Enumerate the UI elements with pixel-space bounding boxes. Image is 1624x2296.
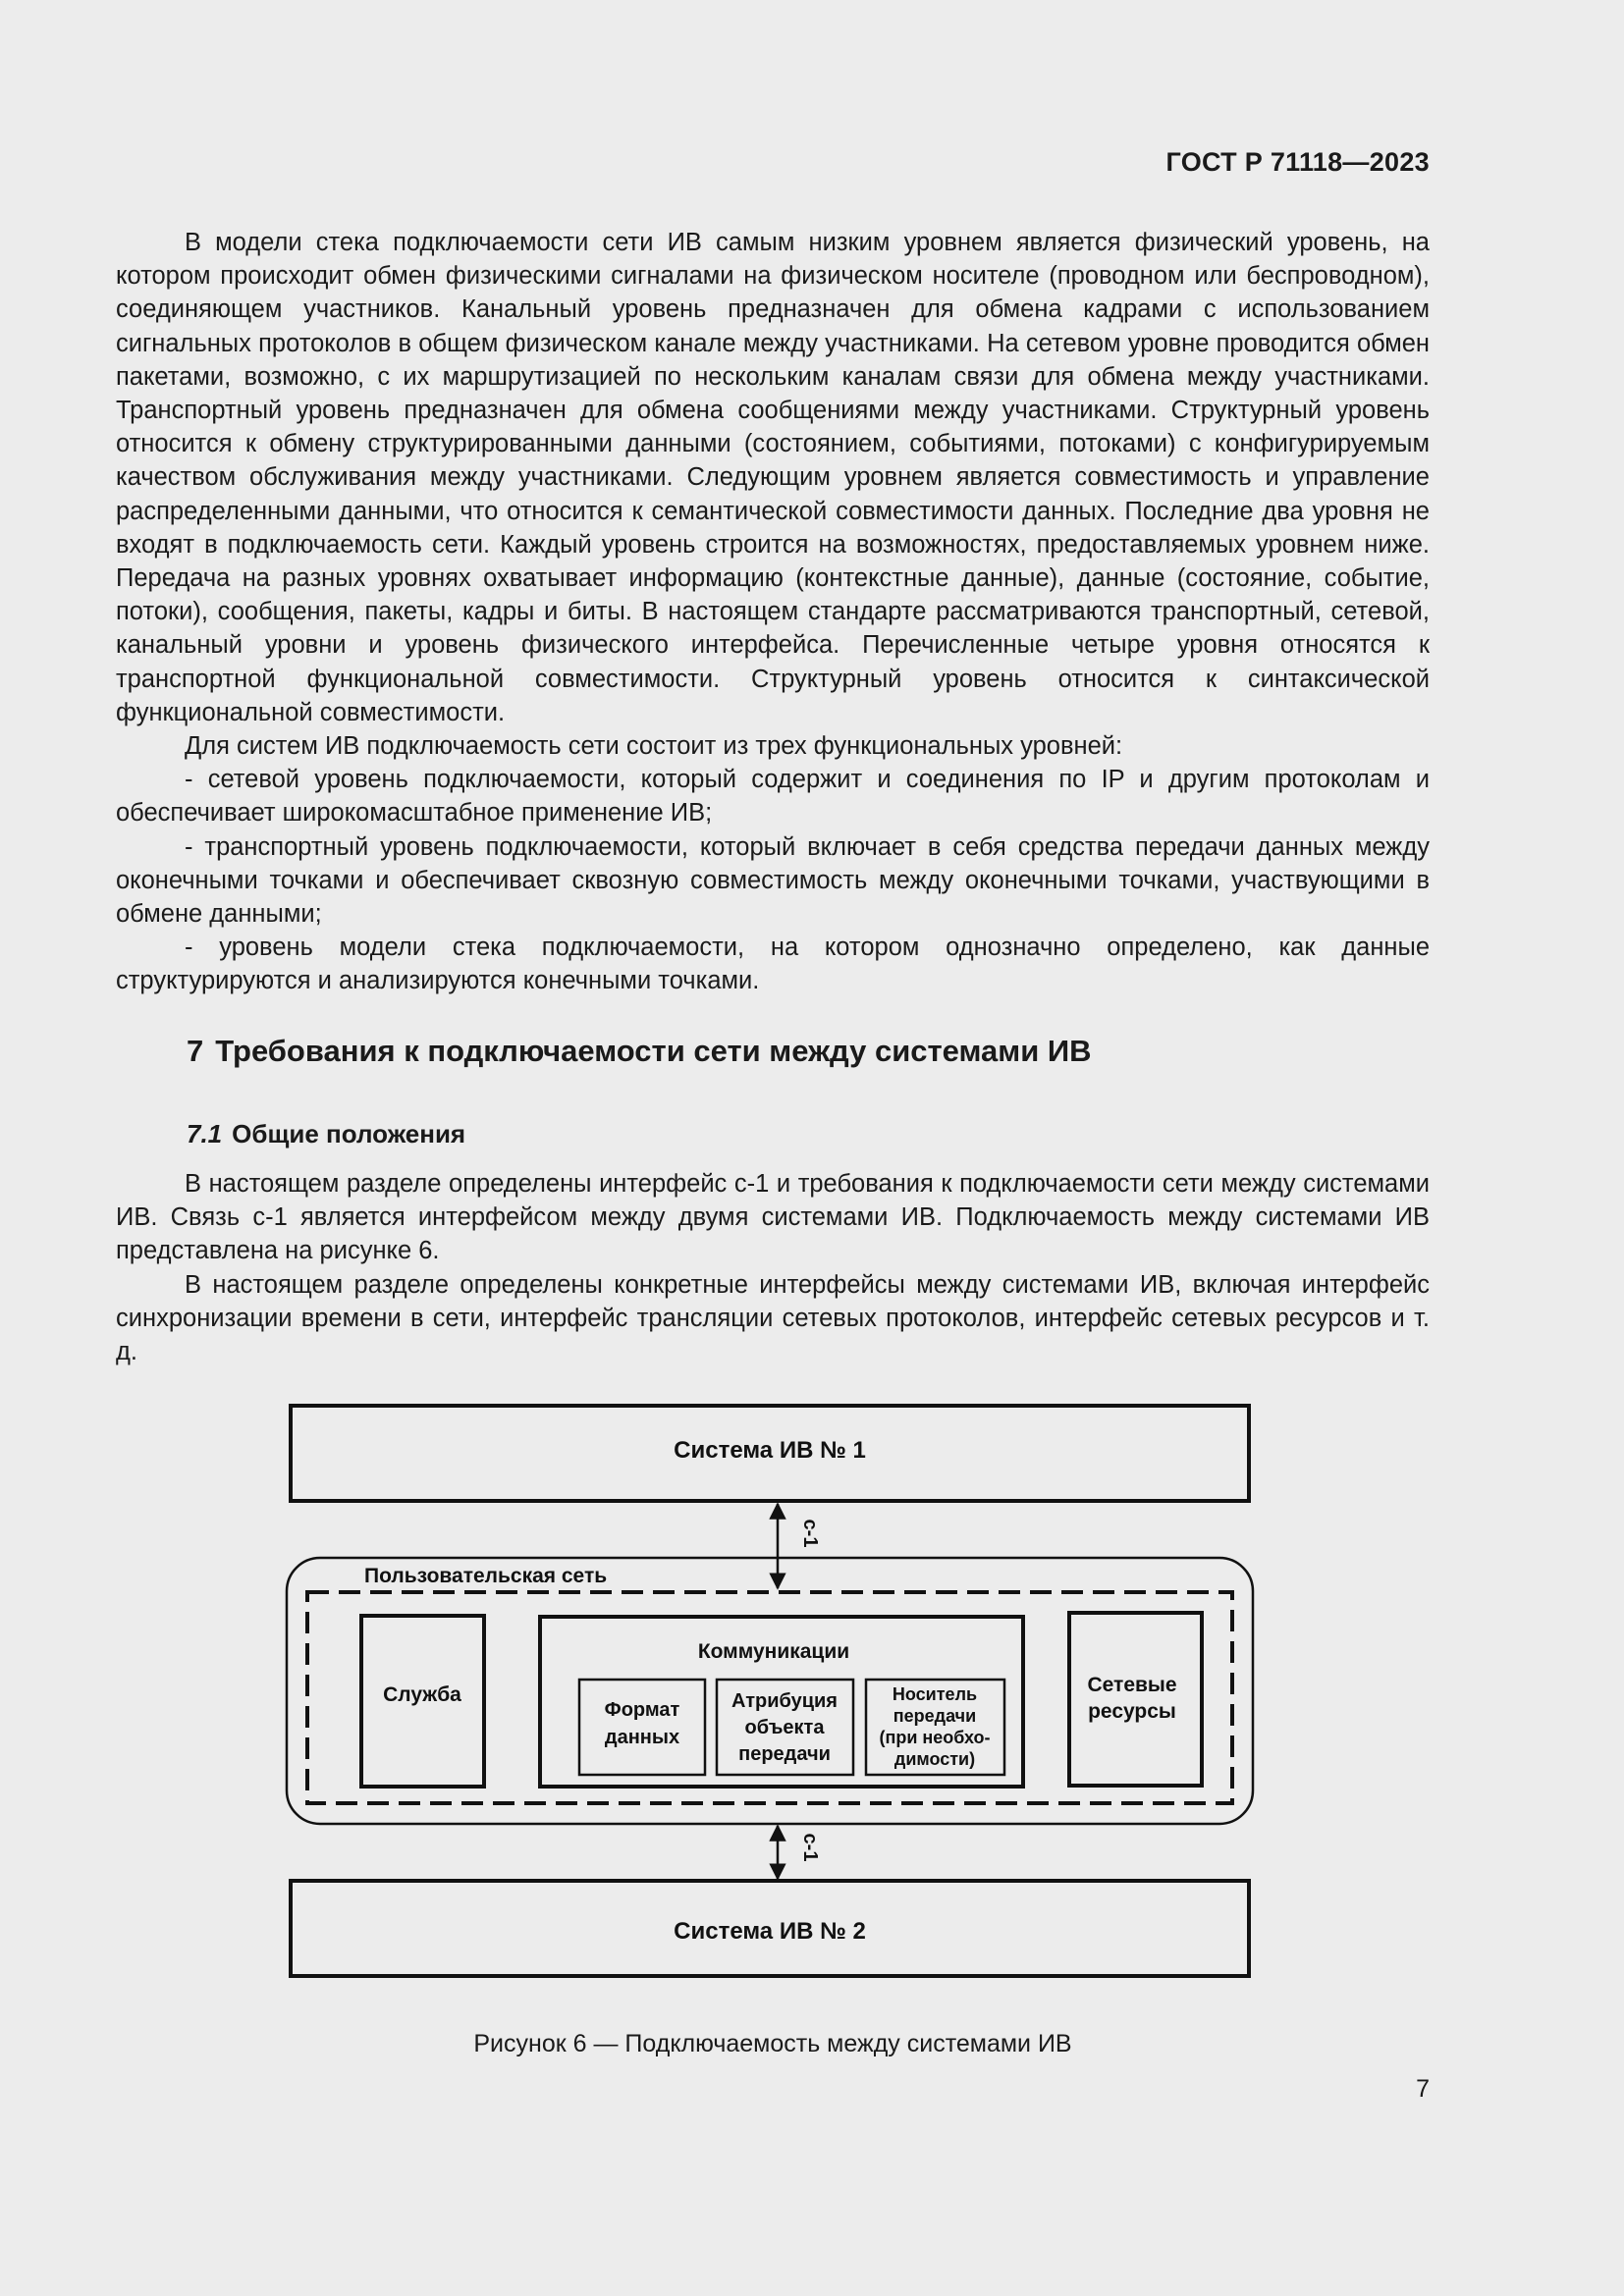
- list-item: - транспортный уровень подключаемости, который включает в себя средства передачи данных между оконечными точками и обеспечивает сквозную совместимость между оконечными точками, участвующими в обмене данными;: [116, 832, 1430, 929]
- service-label: Служба: [383, 1683, 461, 1706]
- carrier-line-4: димости): [893, 1749, 976, 1769]
- attribution-line-3: передачи: [738, 1743, 831, 1765]
- list-item: - сетевой уровень подключаемости, который содержит и соединения по IP и другим протоколам и обеспечивает широкомасштабное применение ИВ;: [116, 766, 1430, 828]
- data-format-line-1: Формат: [604, 1699, 680, 1721]
- paragraph: В настоящем разделе определены интерфейс с-1 и требования к подключаемости сети между системами ИВ. Связь с-1 является интерфейсом между двумя системами ИВ. Подключаемость между системами ИВ представлена на рисунке 6.: [116, 1170, 1430, 1265]
- paragraph: Для систем ИВ подключаемость сети состоит из трех функциональных уровней:: [185, 732, 1123, 761]
- page-number: 7: [1416, 2075, 1430, 2103]
- subsection-title: Общие положения: [232, 1119, 466, 1148]
- system-1-label: Система ИВ № 1: [674, 1437, 866, 1464]
- network-resources-line-1: Сетевые: [1087, 1674, 1177, 1696]
- carrier-line-1: Носитель: [892, 1684, 978, 1704]
- figure-caption: Рисунок 6 — Подключаемость между системами ИВ: [473, 2030, 1072, 2057]
- carrier-line-3: (при необхо-: [879, 1728, 991, 1747]
- network-resources-line-2: ресурсы: [1088, 1700, 1176, 1723]
- subsection-number: 7.1: [187, 1119, 223, 1148]
- link-bottom-label: с-1: [799, 1833, 821, 1862]
- section-title: Требования к подключаемости сети между системами ИВ: [215, 1034, 1092, 1068]
- communications-label: Коммуникации: [697, 1640, 850, 1663]
- link-top-label: с-1: [799, 1519, 821, 1548]
- paragraph: В модели стека подключаемости сети ИВ самым низким уровнем является физический уровень, на котором происходит обмен физическими сигналами на физическом носителе (проводном или беспроводном), соединяющем участников. Канальный уровень предназначен для обмена кадрами с использованием сигнальных протоколов в общем физическом канале между участниками. На сетевом уровне проводится обмен пакетами, возможно, с их маршрутизацией по нескольким каналам связи для обмена между участниками. Транспортный уровень предназначен для обмена сообщениями между участниками. Структурный уровень относится к обмену структурированными данными (состоянием, событиями, потоками) с конфигурируемым качеством обслуживания между участниками. Следующим уровнем является совместимость и управление распределенными данными, что относится к семантической совместимости данных. Последние два уровня не входят в подключаемость сети. Каждый уровень строится на возможностях, предоставляемых уровнем ниже. Передача на разных уровнях охватывает информацию (контекстные данные), данные (состояние, событие, потоки), сообщения, пакеты, кадры и биты. В настоящем стандарте рассматриваются транспортный, сетевой, канальный уровни и уровень физического интерфейса. Перечисленные четыре уровня относятся к транспортной функциональной совместимости. Структурный уровень относится к синтаксической функциональной совместимости.: [116, 229, 1430, 726]
- attribution-line-2: объекта: [744, 1717, 825, 1738]
- document-code: ГОСТ Р 71118—2023: [1165, 147, 1430, 177]
- network-resources-box: [1069, 1613, 1202, 1786]
- system-2-label: Система ИВ № 2: [674, 1918, 866, 1945]
- data-format-line-2: данных: [604, 1727, 680, 1748]
- carrier-line-2: передачи: [893, 1706, 977, 1726]
- attribution-line-1: Атрибуция: [731, 1690, 838, 1712]
- section-number: 7: [187, 1034, 204, 1068]
- paragraph: В настоящем разделе определены конкретные интерфейсы между системами ИВ, включая интерфейс синхронизации времени в сети, интерфейс трансляции сетевых протоколов, интерфейс сетевых ресурсов и т. д.: [116, 1270, 1430, 1366]
- list-item: - уровень модели стека подключаемости, на котором однозначно определено, как данные структурируются и анализируются конечными точками.: [116, 934, 1430, 995]
- user-network-label: Пользовательская сеть: [364, 1565, 608, 1587]
